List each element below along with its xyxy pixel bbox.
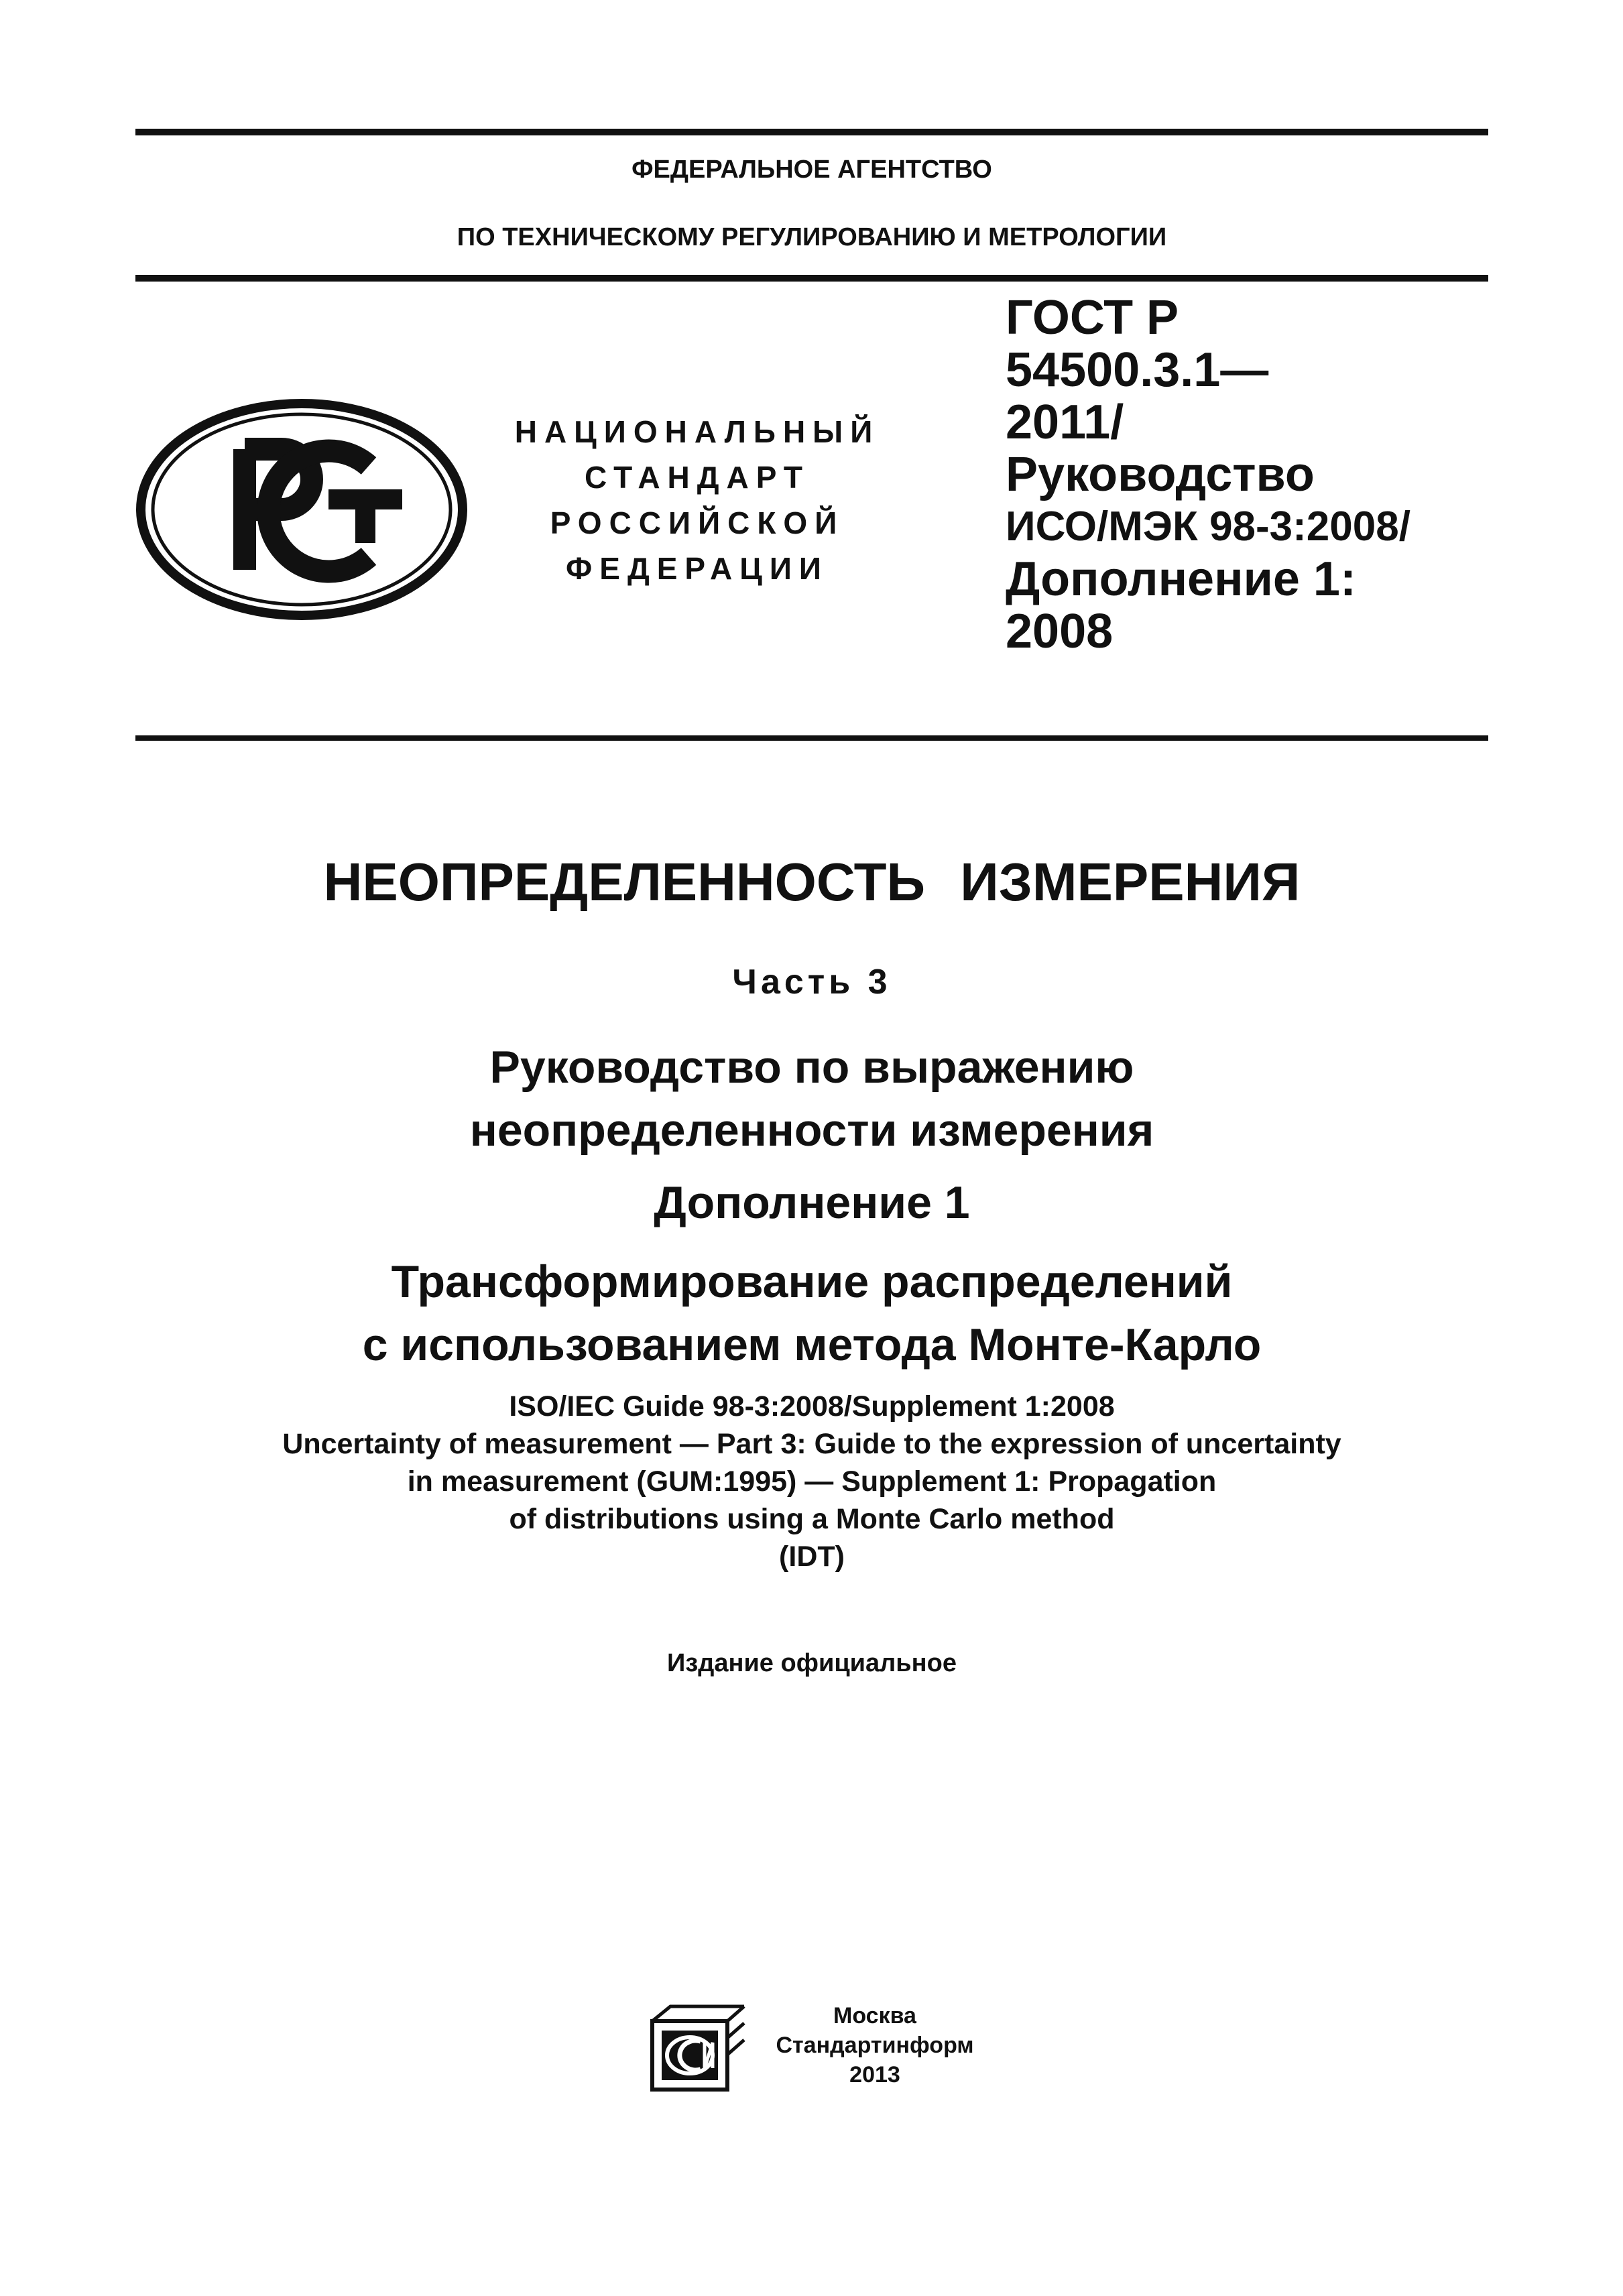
agency-line-1: ФЕДЕРАЛЬНОЕ АГЕНТСТВО	[632, 156, 992, 184]
part-label: Часть 3	[732, 963, 892, 1002]
publisher-name: Стандартинформ	[776, 2033, 974, 2058]
publisher-city: Москва	[833, 2003, 916, 2029]
edition-label: Издание официальное	[667, 1649, 957, 1677]
subtitle-line-2: неопределенности измерения	[469, 1105, 1154, 1156]
topic-title	[135, 1250, 1488, 1376]
designation-line-4: Руководство	[1006, 448, 1315, 501]
topic-line-2: с использованием метода Монте-Карло	[362, 1319, 1262, 1370]
supplement-label: Дополнение 1	[654, 1177, 970, 1228]
rst-logo-icon	[134, 399, 469, 620]
designation-line-1: ГОСТ Р	[1006, 291, 1179, 345]
designation-line-6: Дополнение 1:	[1006, 552, 1356, 606]
publisher-info	[764, 2001, 985, 2090]
standard-designation	[1006, 292, 1488, 658]
designation-line-7: 2008	[1006, 605, 1114, 658]
designation-line-2: 54500.3.1—	[1006, 343, 1269, 397]
publisher-year: 2013	[849, 2062, 900, 2088]
standartinform-logo-icon	[647, 2001, 747, 2095]
topic-line-1: Трансформирование распределений	[391, 1256, 1233, 1307]
national-standard-line-3: РОССИЙСКОЙ	[550, 505, 845, 540]
national-standard-label	[469, 409, 925, 591]
main-title: НЕОПРЕДЕЛЕННОСТЬ ИЗМЕРЕНИЯ	[323, 852, 1301, 912]
header-bottom-rule	[135, 735, 1488, 741]
subtitle-line-1: Руководство по выражению	[489, 1042, 1134, 1093]
designation-line-3: 2011/	[1006, 396, 1124, 449]
national-standard-line-1: НАЦИОНАЛЬНЫЙ	[514, 414, 880, 449]
english-line-5: (IDT)	[779, 1540, 845, 1573]
english-line-1: ISO/IEC Guide 98-3:2008/Supplement 1:2008	[509, 1390, 1115, 1423]
agency-bottom-rule	[135, 275, 1488, 282]
top-rule	[135, 129, 1488, 135]
agency-line-2: ПО ТЕХНИЧЕСКОМУ РЕГУЛИРОВАНИЮ И МЕТРОЛОГИИ	[457, 223, 1167, 251]
english-line-3: in measurement (GUM:1995) — Supplement 1: Propagation	[407, 1465, 1217, 1498]
designation-line-5: ИСО/МЭК 98-3:2008/	[1006, 503, 1410, 550]
english-line-2: Uncertainty of measurement — Part 3: Guide to the expression of uncertainty	[282, 1428, 1341, 1460]
subtitle	[135, 1036, 1488, 1162]
english-title	[135, 1388, 1488, 1575]
national-standard-line-4: ФЕДЕРАЦИИ	[566, 551, 829, 586]
national-standard-line-2: СТАНДАРТ	[585, 460, 810, 495]
english-line-4: of distributions using a Monte Carlo method	[509, 1503, 1115, 1535]
